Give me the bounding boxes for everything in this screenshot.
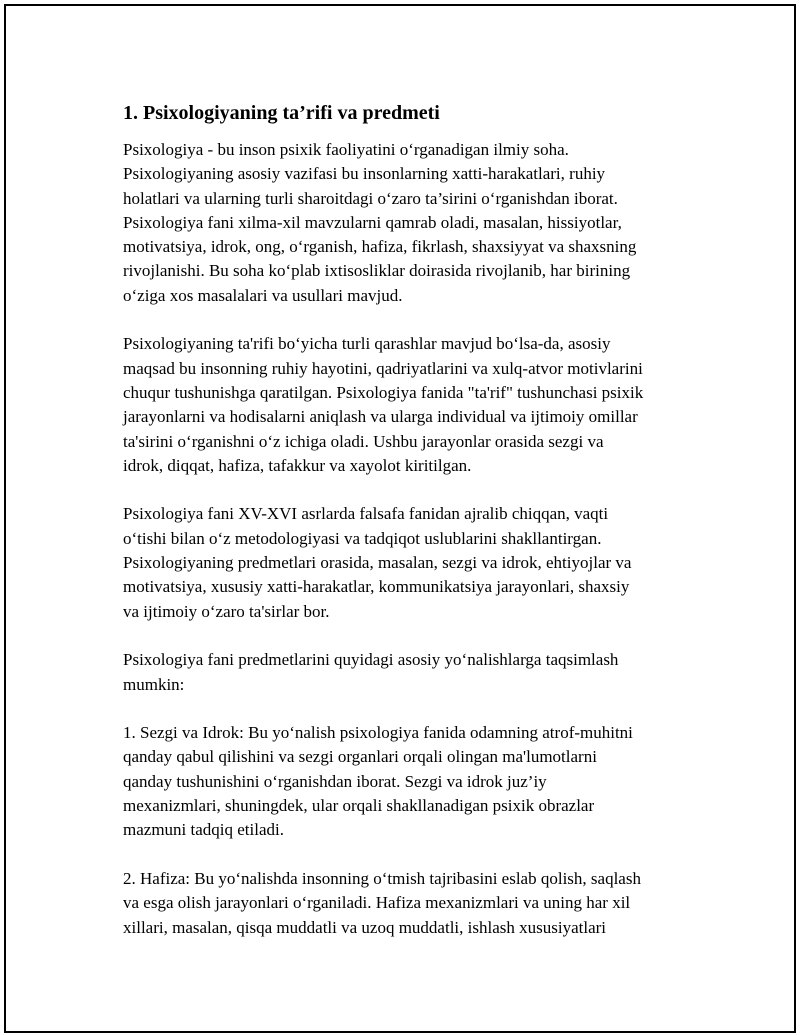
paragraph-views: Psixologiyaning ta'rifi bo‘yicha turli qarashlar mavjud bo‘lsa-da, asosiy maqsad bu insonning ruhiy hayotini, qadriyatlarini va xulq-atvor motivlarini chuqur tushunishga qaratilgan. Psixologiya fanida "ta'rif" tushunchasi psixik jarayonlarni va hodisalarni aniqlash va ularga individual va ijtimoiy omillar ta'sirini o‘rganishni o‘z ichiga oladi. Ushbu jarayonlar orasida sezgi va idrok, diqqat, hafiza, tafakkur va xayolot kiritilgan. — [123, 334, 644, 475]
paragraph-perception: 1. Sezgi va Idrok: Bu yo‘nalish psixologiya fanida odamning atrof-muhitni qanday qabul qilishini va sezgi organlari orqali olingan ma'lumotlarni qanday tushunishini o‘rganishdan iborat. Sezgi va idrok juz’iy mexanizmlari, shuningdek, ular orqali shakllanadigan psixik obrazlar mazmuni tadqiq etiladi. — [123, 723, 633, 840]
paragraph-definition: Psixologiya - bu inson psixik faoliyatini o‘rganadigan ilmiy soha. Psixologiyaning asosiy vazifasi bu insonlarning xatti-harakatlari, ruhiy holatlari va ularning turli sharoitdagi o‘zaro ta’sirini o‘rganishdan iborat. Psixologiya fani xilma-xil mavzularni qamrab oladi, masalan, hissiyotlar, motivatsiya, idrok, ong, o‘rganish, hafiza, fikrlash, shaxsiyyat va shaxsning rivojlanishi. Bu soha ko‘plab ixtisosliklar doirasida rivojlanib, har birining o‘ziga xos masalalari va usullari mavjud. — [123, 140, 637, 305]
section-title: 1. Psixologiyaning ta’rifi va predmeti — [123, 102, 440, 124]
paragraph-memory: 2. Hafiza: Bu yo‘nalishda insonning o‘tmish tajribasini eslab qolish, saqlash va esga olish jarayonlari o‘rganiladi. Hafiza mexanizmlari va uning har xil xillari, masalan, qisqa muddatli va uzoq muddatli, ishlash xususiyatlari — [123, 868, 641, 937]
paragraph-history: Psixologiya fani XV-XVI asrlarda falsafa fanidan ajralib chiqqan, vaqti o‘tishi bilan o‘z metodologiyasi va tadqiqot uslublarini shakllantirgan. Psixologiyaning predmetlari orasida, masalan, sezgi va idrok, ehtiyojlar va motivatsiya, xususiy xatti-harakatlar, kommunikatsiya jarayonlari, shaxsiy va ijtimoiy o‘zaro ta'sirlar bor. — [123, 504, 632, 621]
paragraph-directions-intro: Psixologiya fani predmetlarini quyidagi asosiy yo‘nalishlarga taqsimlash mumkin: — [123, 650, 619, 694]
document-body — [120, 92, 700, 964]
page — [4, 4, 796, 1033]
